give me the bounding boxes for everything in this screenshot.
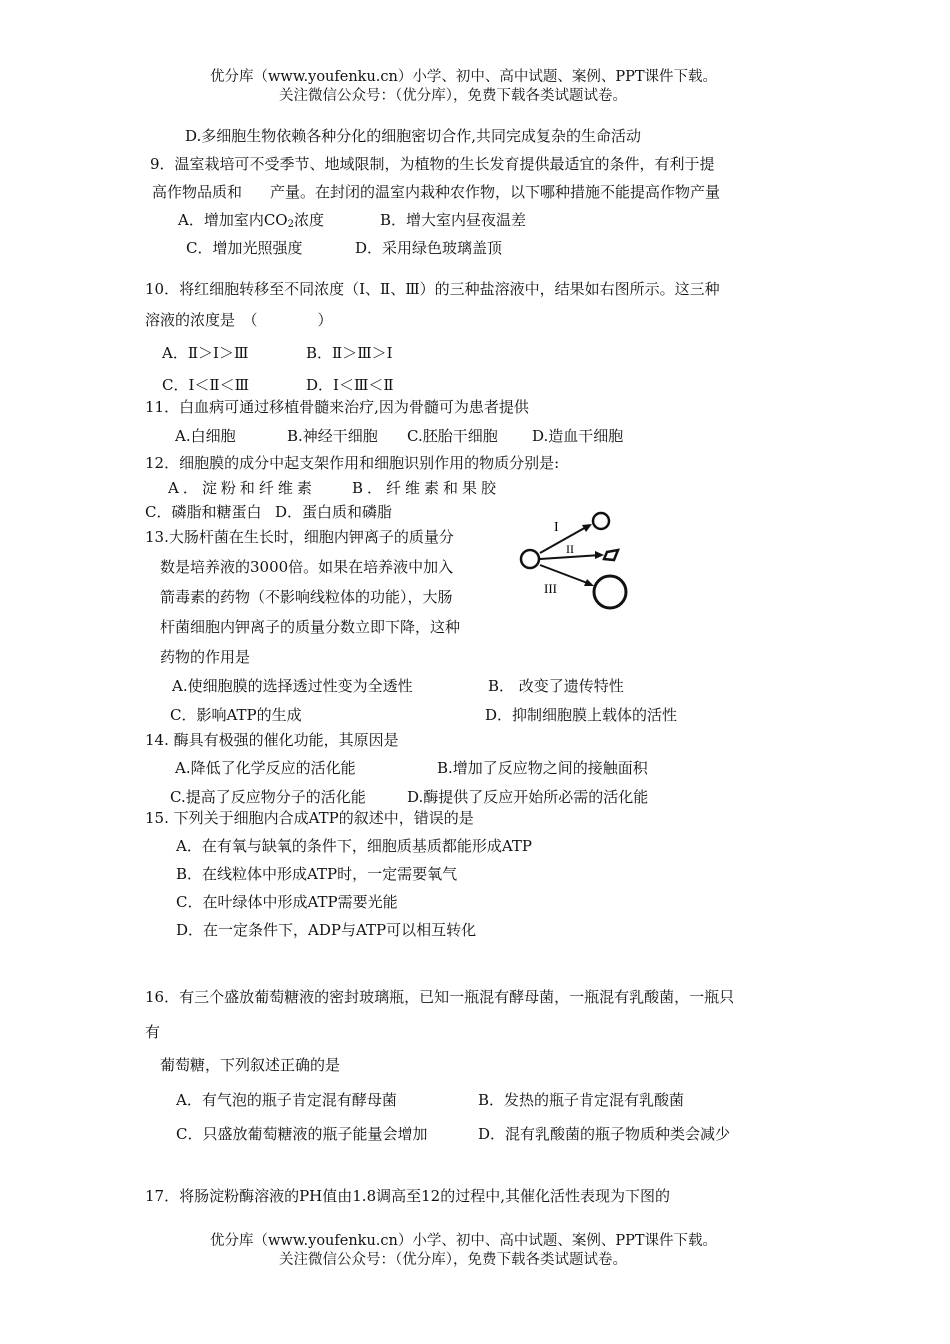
q12-stem: 12．细胞膜的成分中起支架作用和细胞识别作用的物质分别是: [145,454,560,472]
swollen-cell-I [593,513,609,529]
q16-stem-line-2: 有 [145,1023,161,1041]
q11-option-a: A.白细胞 [175,427,236,445]
q10-option-a: A．Ⅱ＞Ⅰ＞Ⅲ [162,344,249,362]
q11-option-b: B.神经干细胞 [287,427,378,445]
q14-stem: 14. 酶具有极强的催化功能，其原因是 [145,731,399,749]
shrunken-cell-II [604,550,618,560]
q14-option-b: B.增加了反应物之间的接触面积 [437,759,648,777]
q12-option-d: D．蛋白质和磷脂 [275,503,393,521]
q16-option-d: D．混有乳酸菌的瓶子物质种类会减少 [478,1125,731,1143]
q10-option-c: C．Ⅰ＜Ⅱ＜Ⅲ [162,376,250,394]
q13-option-d: D．抑制细胞膜上载体的活性 [485,706,678,724]
q10-stem-line-2: 溶液的浓度是 （ ） [145,311,333,329]
q9-stem-line-2 [152,182,720,202]
q10-option-d: D．Ⅰ＜Ⅲ＜Ⅱ [306,376,394,394]
q12-option-a: A．淀粉和纤维素 [168,479,316,497]
footer-line-2: 关注微信公众号：（优分库），免费下载各类试题试卷。 [279,1252,627,1268]
q15-stem: 15. 下列关于细胞内合成ATP的叙述中，错误的是 [145,809,474,827]
arrowhead-III [584,579,594,586]
q11-option-c: C.胚胎干细胞 [407,427,498,445]
header-line-2: 关注微信公众号：（优分库），免费下载各类试题试卷。 [279,88,627,104]
q14-option-d: D.酶提供了反应开始所必需的活化能 [407,788,649,806]
q17-stem: 17．将肠淀粉酶溶液的PH值由1.8调高至12的过程中,其催化活性表现为下图的 [145,1187,670,1205]
q15-option-b: B．在线粒体中形成ATP时，一定需要氧气 [176,865,458,883]
label-III: III [544,581,557,596]
q9-stem-line-2b: 产量。在封闭的温室内栽种农作物，以下哪种措施不能提高作物产量 [270,183,721,201]
co2-subscript: 2 [287,219,294,230]
header-line-1: 优分库（www.youfenku.cn）小学、初中、高中试题、案例、PPT课件下载。 [210,69,718,85]
q9-option-b: B．增大室内昼夜温差 [380,211,527,229]
q13-stem-line-1: 13.大肠杆菌在生长时，细胞内钾离子的质量分 [145,528,454,546]
q14-option-a: A.降低了化学反应的活化能 [175,759,356,777]
q8-option-d: D.多细胞生物依赖各种分化的细胞密切合作,共同完成复杂的生命活动 [185,127,642,145]
q9-option-a-suffix: 浓度 [293,211,324,229]
q15-option-d: D．在一定条件下，ADP与ATP可以相互转化 [176,921,477,939]
q15-option-c: C．在叶绿体中形成ATP需要光能 [176,893,398,911]
q11-option-d: D.造血干细胞 [532,427,624,445]
label-II: II [566,542,574,556]
q11-stem: 11．白血病可通过移植骨髓来治疗,因为骨髓可为患者提供 [145,398,529,416]
q13-option-c: C．影响ATP的生成 [170,706,302,724]
q13-stem-line-3: 箭毒素的药物（不影响线粒体的功能），大肠 [160,588,453,606]
q13-option-a: A.使细胞膜的选择透过性变为全透性 [172,677,413,695]
q12-option-b: B．纤维素和果胶 [352,479,501,497]
q13-stem-line-2: 数是培养液的3000倍。如果在培养液中加入 [160,558,454,576]
q10-option-b: B．Ⅱ＞Ⅲ＞Ⅰ [306,344,393,362]
q12-option-c: C．磷脂和糖蛋白 [145,503,262,521]
large-cell-III [594,576,626,608]
q10-stem-line-1: 10．将红细胞转移至不同浓度（Ⅰ、Ⅱ、Ⅲ）的三种盐溶液中，结果如右图所示。这三种 [145,280,720,298]
footer-line-1: 优分库（www.youfenku.cn）小学、初中、高中试题、案例、PPT课件下载。 [210,1233,718,1249]
q16-option-c: C．只盛放葡萄糖液的瓶子能量会增加 [176,1125,428,1143]
label-I: I [554,520,559,535]
q16-stem-line-3: 葡萄糖，下列叙述正确的是 [160,1056,341,1074]
q9-option-a-text: A．增加室内CO [178,211,288,229]
q15-option-a: A．在有氧与缺氧的条件下，细胞质基质都能形成ATP [176,837,532,855]
arrowhead-II [595,551,604,559]
q16-option-b: B．发热的瓶子肯定混有乳酸菌 [478,1091,685,1109]
q13-stem-line-5: 药物的作用是 [160,648,251,666]
q13-option-b: B． 改变了遗传特性 [488,677,624,695]
q14-option-c: C.提高了反应物分子的活化能 [170,788,366,806]
red-blood-cell-figure [508,505,638,615]
q16-option-a: A．有气泡的瓶子肯定混有酵母菌 [176,1091,397,1109]
q13-stem-line-4: 杆菌细胞内钾离子的质量分数立即下降，这种 [160,618,461,636]
q9-stem-line-2a: 高作物品质和 [152,183,243,201]
arrow-I [540,526,588,553]
q9-option-a [178,210,324,235]
q9-option-c: C．增加光照强度 [186,239,303,257]
q9-option-d: D．采用绿色玻璃盖顶 [355,239,503,257]
original-cell [521,550,539,568]
q9-stem-line-1: 9．温室栽培可不受季节、地域限制，为植物的生长发育提供最适宜的条件，有利于提 [150,155,715,173]
q16-stem-line-1: 16．有三个盛放葡萄糖液的密封玻璃瓶，已知一瓶混有酵母菌，一瓶混有乳酸菌，一瓶只 [145,988,735,1006]
